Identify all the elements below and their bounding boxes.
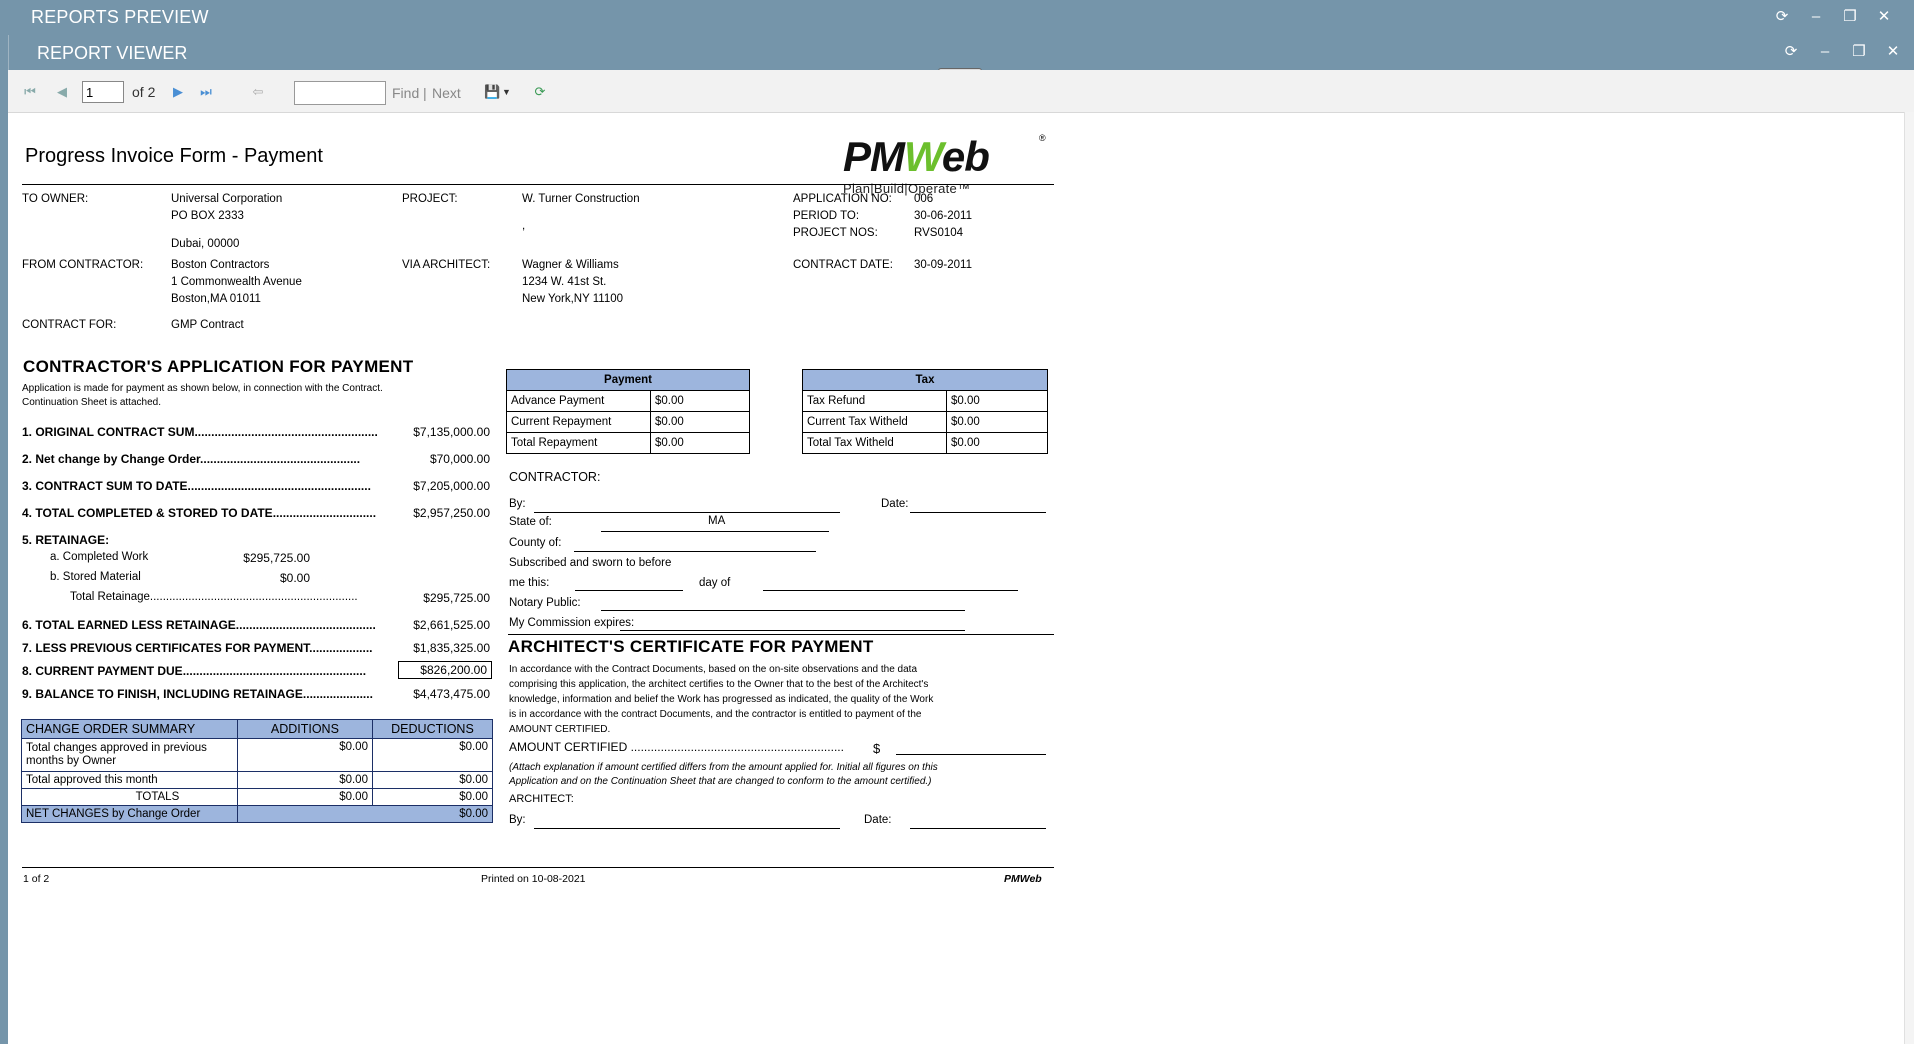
sworn-label: Subscribed and sworn to before [509,557,672,569]
retainage-a-label: a. Completed Work [50,551,149,563]
contractor-line-1: Boston Contractors [171,259,270,271]
line-7-value: $1,835,325.00 [413,641,490,655]
window-title: REPORTS PREVIEW [31,7,209,27]
attach-text-2: Application and on the Continuation Sheet that are changed to conform to the amount certified.) [509,776,932,787]
line-4-value: $2,957,250.00 [413,506,490,520]
architect-line-2: 1234 W. 41st St. [522,276,607,288]
viewer-maximize-icon[interactable]: ❐ [1852,43,1866,60]
line-7-label: 7. LESS PREVIOUS CERTIFICATES FOR PAYMENT................... [22,641,373,655]
by-label: By: [509,498,526,510]
architect-date-label: Date: [864,814,892,826]
notary-label: Notary Public: [509,597,581,609]
commission-line [620,630,965,631]
last-page-icon[interactable]: ⏭ [200,84,212,99]
state-line [601,531,829,532]
prev-page-icon[interactable]: ◀ [57,84,67,99]
table-row: Tax Refund $0.00 [803,391,1048,412]
county-label: County of: [509,537,562,549]
find-separator: | [423,85,427,101]
notary-line [601,610,965,611]
line-1-label: 1. ORIGINAL CONTRACT SUM....................................................... [22,425,378,439]
via-architect-label: VIA ARCHITECT: [402,259,491,271]
architect-text-1: In accordance with the Contract Documents, based on the on-site observations and the data [509,664,918,675]
page-count: of 2 [132,84,156,100]
viewer-minimize-icon[interactable]: – [1820,43,1830,60]
owner-line-1: Universal Corporation [171,193,283,205]
line-1-value: $7,135,000.00 [413,425,490,439]
application-desc-2: Continuation Sheet is attached. [22,397,161,408]
find-input[interactable] [294,81,386,105]
architect-text-2: comprising this application, the architect certifies to the Owner that to the best of the Architect's [509,679,929,690]
change-order-summary-table [21,719,493,823]
retainage-label: 5. RETAINAGE: [22,533,110,547]
refresh-report-icon[interactable]: ⟳ [534,84,546,99]
contract-for-value: GMP Contract [171,319,244,331]
line-8-label: 8. CURRENT PAYMENT DUE....................................................... [22,664,367,678]
table-row: Total Repayment $0.00 [507,433,750,454]
contractor-label: CONTRACTOR: [509,470,601,484]
contract-for-label: CONTRACT FOR: [22,319,117,331]
table-row: Advance Payment $0.00 [507,391,750,412]
total-retainage-label: Total Retainage................................................................. [70,591,358,603]
next-page-icon[interactable]: ▶ [173,84,183,99]
chevron-down-icon[interactable]: ▼ [502,87,511,97]
footer-page: 1 of 2 [23,873,50,885]
to-owner-label: TO OWNER: [22,193,89,205]
first-page-icon[interactable]: ⏮ [24,84,36,99]
vertical-scrollbar[interactable] [1904,112,1914,1044]
architect-divider [508,634,1054,635]
project-label: PROJECT: [402,193,458,205]
period-to-value: 30-06-2011 [914,210,972,222]
footer-divider [22,867,1054,868]
project-nos-label: PROJECT NOS: [793,227,878,239]
retainage-b-label: b. Stored Material [50,571,141,583]
contract-date-label: CONTRACT DATE: [793,259,893,271]
line-6-value: $2,661,525.00 [413,618,490,632]
refresh-icon[interactable]: ⟳ [1775,8,1789,25]
architect-by-line [534,828,840,829]
contractor-line-2: 1 Commonwealth Avenue [171,276,302,288]
from-contractor-label: FROM CONTRACTOR: [22,259,144,271]
line-6-label: 6. TOTAL EARNED LESS RETAINAGE.......................................... [22,618,376,632]
me-this-label: me this: [509,577,550,589]
architect-date-line [910,828,1046,829]
payment-table-header: Payment [507,370,750,391]
day-of-line [763,590,1018,591]
contract-date-value: 30-09-2011 [914,259,972,271]
architect-line-1: Wagner & Williams [522,259,619,271]
day-of-label: day of [699,577,731,589]
close-icon[interactable]: ✕ [1877,8,1891,25]
table-row: Total approved this month $0.00 $0.00 [22,772,493,789]
architect-heading: ARCHITECT'S CERTIFICATE FOR PAYMENT [508,637,874,656]
table-row: TOTALS $0.00 $0.00 [22,789,493,806]
state-value: MA [708,515,726,527]
owner-line-4: Dubai, 00000 [171,238,240,250]
report-title: Progress Invoice Form - Payment [25,145,323,167]
architect-text-4: is in accordance with the contract Documents, and the contractor is entitled to payment of the [509,709,922,720]
by-signature-line [534,512,840,513]
retainage-a-value: $295,725.00 [243,551,310,565]
owner-line-2: PO BOX 2333 [171,210,244,222]
viewer-refresh-icon[interactable]: ⟳ [1784,43,1798,60]
current-payment-due-value: $826,200.00 [398,661,492,679]
next-button[interactable]: Next [432,85,461,101]
co-header-additions: ADDITIONS [237,720,372,739]
table-row: Current Tax Witheld $0.00 [803,412,1048,433]
amount-certified-line [896,754,1046,755]
architect-text-3: knowledge, information and belief the Work has progressed as indicated, the quality of the Work [509,694,934,705]
line-9-value: $4,473,475.00 [413,687,490,701]
state-label: State of: [509,516,552,528]
header-divider [22,184,1054,185]
report-page [8,113,1904,1044]
line-9-label: 9. BALANCE TO FINISH, INCLUDING RETAINAGE..................... [22,687,373,701]
total-retainage-value: $295,725.00 [423,591,490,605]
architect-line-3: New York,NY 11100 [522,293,624,305]
contractor-line-3: Boston,MA 01011 [171,293,261,305]
dollar-sign: $ [873,741,881,756]
reports-preview-title-bar [0,0,1914,35]
tax-table [802,369,1048,454]
back-icon[interactable]: ⇦ [252,84,264,99]
project-extra: , [522,220,526,232]
footer-brand: PMWeb [1004,873,1042,885]
line-2-label: 2. Net change by Change Order................................................ [22,452,361,466]
window-left-edge [0,35,8,1044]
table-row: Current Repayment $0.00 [507,412,750,433]
viewer-title: REPORT VIEWER [37,43,188,63]
report-viewer-title-bar [8,35,1914,70]
application-heading: CONTRACTOR'S APPLICATION FOR PAYMENT [23,357,414,376]
application-desc-1: Application is made for payment as shown below, in connection with the Contract. [22,383,383,394]
line-3-value: $7,205,000.00 [413,479,490,493]
footer-printed: Printed on 10-08-2021 [481,873,586,885]
co-header-deductions: DEDUCTIONS [372,720,492,739]
date-line [910,512,1046,513]
me-this-line [575,590,683,591]
table-row: NET CHANGES by Change Order $0.00 [22,806,493,823]
retainage-b-value: $0.00 [279,571,310,585]
amount-certified-label: AMOUNT CERTIFIED ................................................................ [509,740,844,754]
attach-text-1: (Attach explanation if amount certified differs from the amount applied for. Initial all figures on this [509,762,938,773]
co-header-summary: CHANGE ORDER SUMMARY [22,720,238,739]
commission-label: My Commission expires: [509,617,635,629]
county-line [574,551,816,552]
line-4-label: 4. TOTAL COMPLETED & STORED TO DATE............................... [22,506,377,520]
table-row: Total changes approved in previous months by Owner $0.00 $0.00 [22,739,493,772]
architect-label: ARCHITECT: [509,793,574,805]
viewer-close-icon[interactable]: ✕ [1886,43,1900,60]
maximize-icon[interactable]: ❐ [1843,8,1857,25]
tax-table-header: Tax [803,370,1048,391]
pmweb-logo: PMWeb ® Plan|Build|Operate™ [843,133,1046,196]
architect-by-label: By: [509,814,526,826]
project-nos-value: RVS0104 [914,227,964,239]
table-row: Total Tax Witheld $0.00 [803,433,1048,454]
period-to-label: PERIOD TO: [793,210,860,222]
find-button[interactable]: Find [392,85,420,101]
minimize-icon[interactable]: – [1811,8,1821,25]
report-toolbar [8,70,1914,113]
payment-table [506,369,750,454]
line-3-label: 3. CONTRACT SUM TO DATE....................................................... [22,479,371,493]
architect-text-5: AMOUNT CERTIFIED. [509,724,611,735]
application-no-value: 006 [914,193,934,205]
line-2-value: $70,000.00 [429,452,490,466]
application-no-label: APPLICATION NO: [793,193,892,205]
project-value: W. Turner Construction [522,193,640,205]
date-label: Date: [881,498,909,510]
export-icon[interactable]: 💾 [484,84,501,99]
page-number-input[interactable] [82,81,124,103]
